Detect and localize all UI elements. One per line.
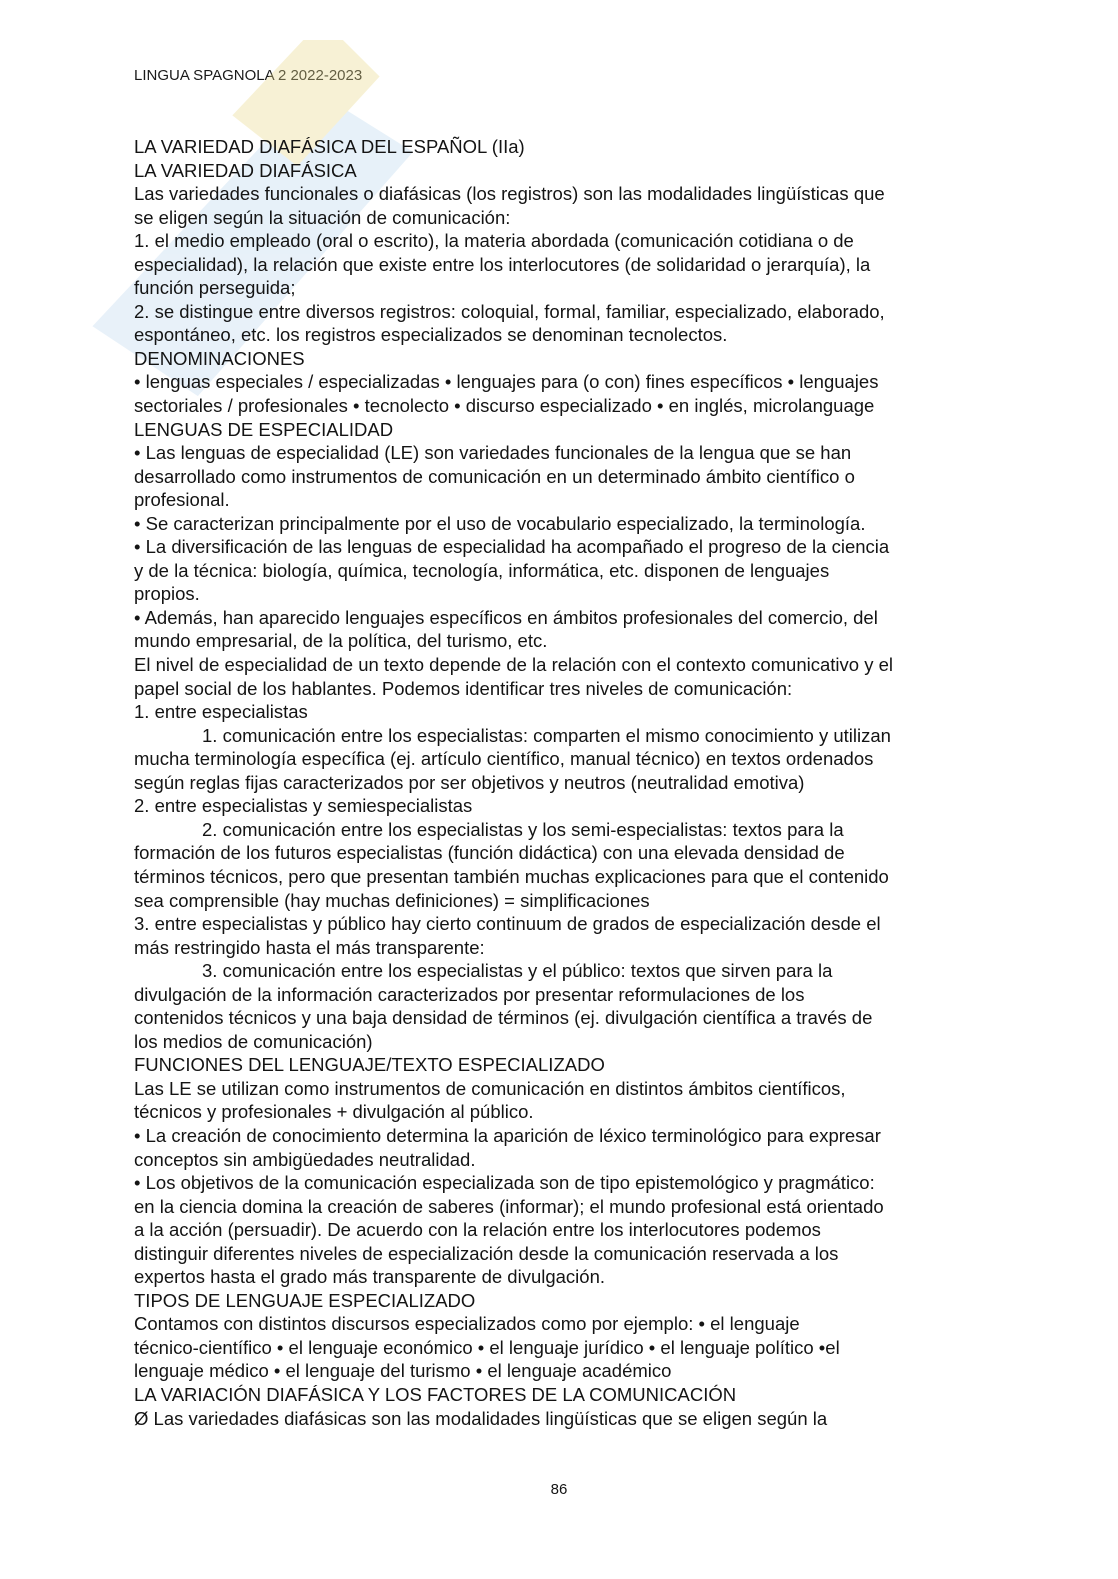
text-line: términos técnicos, pero que presentan también muchas explicaciones para que el contenido <box>134 865 889 887</box>
text-line: expertos hasta el grado más transparente de divulgación. <box>134 1266 606 1288</box>
text-line: LA VARIEDAD DIAFÁSICA DEL ESPAÑOL (IIa) <box>134 136 525 157</box>
text-line: 2. entre especialistas y semiespecialistas <box>134 795 473 817</box>
text-line: en la ciencia domina la creación de saberes (informar); el mundo profesional está orientado <box>134 1195 884 1217</box>
text-line: 1. entre especialistas <box>134 701 308 723</box>
text-line: contenidos técnicos y una baja densidad de términos (ej. divulgación científica a través de <box>134 1007 873 1029</box>
text-line: papel social de los hablantes. Podemos identificar tres niveles de comunicación: <box>134 677 793 699</box>
text-line: • Los objetivos de la comunicación especializada son de tipo epistemológico y pragmático: <box>134 1172 875 1194</box>
text-line: LA VARIEDAD DIAFÁSICA <box>134 159 357 181</box>
text-line: mundo empresarial, de la política, del turismo, etc. <box>134 630 548 652</box>
text-line: 2. comunicación entre los especialistas y los semi-especialistas: textos para la <box>202 818 844 840</box>
text-line: técnico-científico • el lenguaje económico • el lenguaje jurídico • el lenguaje político •el <box>134 1336 840 1358</box>
page-number: 86 <box>550 1481 568 1498</box>
text-line: más restringido hasta el más transparente: <box>134 936 485 958</box>
text-line: 1. el medio empleado (oral o escrito), la materia abordada (comunicación cotidiana o de <box>134 230 854 252</box>
running-header: LINGUA SPAGNOLA 2 2022-2023 <box>134 67 363 84</box>
text-line: LA VARIACIÓN DIAFÁSICA Y LOS FACTORES DE LA COMUNICACIÓN <box>134 1383 737 1405</box>
text-line: • Las lenguas de especialidad (LE) son variedades funcionales de la lengua que se han <box>134 442 852 464</box>
text-line: lenguaje médico • el lenguaje del turismo • el lenguaje académico <box>134 1360 672 1382</box>
text-line: El nivel de especialidad de un texto depende de la relación con el contexto comunicativo y el <box>134 654 893 676</box>
text-line: 1. comunicación entre los especialistas: comparten el mismo conocimiento y utilizan <box>202 724 891 746</box>
text-line: propios. <box>134 583 200 605</box>
text-line: espontáneo, etc. los registros especializados se denominan tecnolectos. <box>134 324 728 346</box>
text-line: a la acción (persuadir). De acuerdo con la relación entre los interlocutores podemos <box>134 1219 821 1241</box>
text-line: según reglas fijas caracterizados por ser objetivos y neutros (neutralidad emotiva) <box>134 771 805 793</box>
text-line: profesional. <box>134 489 230 511</box>
text-line: formación de los futuros especialistas (función didáctica) con una elevada densidad de <box>134 842 845 864</box>
text-line: función perseguida; <box>134 277 296 299</box>
text-line: los medios de comunicación) <box>134 1030 373 1052</box>
text-line: conceptos sin ambigüedades neutralidad. <box>134 1148 476 1170</box>
text-line: se eligen según la situación de comunicación: <box>134 206 511 228</box>
text-line: sectoriales / profesionales • tecnolecto • discurso especializado • en inglés, microlanguage <box>134 395 875 417</box>
text-line: Contamos con distintos discursos especializados como por ejemplo: • el lenguaje <box>134 1313 800 1335</box>
text-line: 3. comunicación entre los especialistas y el público: textos que sirven para la <box>202 960 833 982</box>
text-line: 3. entre especialistas y público hay cierto continuum de grados de especialización desde el <box>134 913 881 935</box>
text-line: Ø Las variedades diafásicas son las modalidades lingüísticas que se eligen según la <box>134 1407 828 1429</box>
text-line: LENGUAS DE ESPECIALIDAD <box>134 418 394 440</box>
text-line: desarrollado como instrumentos de comunicación en un determinado ámbito científico o <box>134 465 855 487</box>
text-line: • Se caracterizan principalmente por el uso de vocabulario especializado, la terminología. <box>134 512 866 534</box>
text-line: 2. se distingue entre diversos registros: coloquial, formal, familiar, especializado, elaborado, <box>134 300 885 322</box>
text-line: Las LE se utilizan como instrumentos de comunicación en distintos ámbitos científicos, <box>134 1077 846 1099</box>
text-line: DENOMINACIONES <box>134 347 305 369</box>
text-line: especialidad), la relación que existe entre los interlocutores (de solidaridad o jerarquía), la <box>134 253 871 275</box>
document-body <box>134 135 994 1430</box>
text-line: Las variedades funcionales o diafásicas (los registros) son las modalidades lingüísticas que <box>134 183 885 205</box>
text-line: mucha terminología específica (ej. artículo científico, manual técnico) en textos ordenados <box>134 748 874 770</box>
text-line: • Además, han aparecido lenguajes específicos en ámbitos profesionales del comercio, del <box>134 606 878 628</box>
text-line: distinguir diferentes niveles de especialización desde la comunicación reservada a los <box>134 1242 839 1264</box>
text-line: y de la técnica: biología, química, tecnología, informática, etc. disponen de lenguajes <box>134 559 830 581</box>
text-line: sea comprensible (hay muchas definiciones) = simplificaciones <box>134 889 650 911</box>
text-line: • La diversificación de las lenguas de especialidad ha acompañado el progreso de la ciencia <box>134 536 890 558</box>
text-line: FUNCIONES DEL LENGUAJE/TEXTO ESPECIALIZADO <box>134 1054 605 1076</box>
text-line: técnicos y profesionales + divulgación al público. <box>134 1101 534 1123</box>
text-line: TIPOS DE LENGUAJE ESPECIALIZADO <box>134 1289 476 1311</box>
text-line: • La creación de conocimiento determina la aparición de léxico terminológico para expresar <box>134 1124 881 1146</box>
text-line: • lenguas especiales / especializadas • lenguajes para (o con) fines específicos • lenguajes <box>134 371 879 393</box>
text-line: divulgación de la información caracterizados por presentar reformulaciones de los <box>134 983 805 1005</box>
